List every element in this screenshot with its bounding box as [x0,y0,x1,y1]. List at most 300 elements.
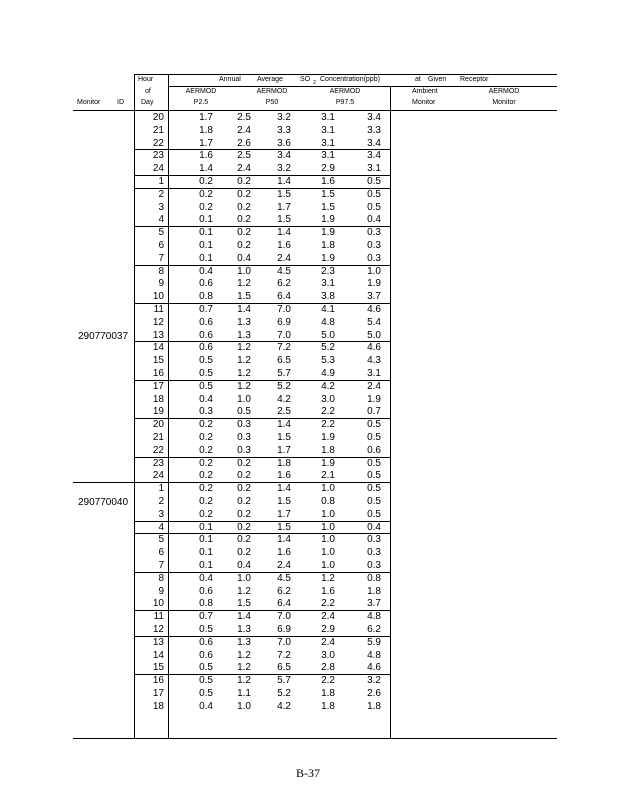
ambient-cell: 3.0 [321,649,335,661]
p975-cell: 1.6 [277,547,291,559]
hour-cell: 24 [152,163,164,175]
table-row [0,175,618,188]
table-row [0,610,618,623]
table-row [0,444,618,457]
header-top-rule [135,74,557,75]
p25-cell: 0.5 [199,380,213,392]
p975-cell: 1.4 [277,419,291,431]
aermod-monitor-cell: 6.2 [367,624,381,635]
p25-cell: 0.2 [199,483,213,495]
concentration-label: Concentration(ppb) [320,76,380,83]
group-rule [135,265,391,266]
aermod-monitor-cell: 0.4 [367,214,381,226]
p25-cell: 0.4 [199,393,213,405]
p25-cell: 0.4 [199,572,213,584]
p50-cell: 1.0 [237,393,251,405]
p25-cell: 0.2 [199,496,213,507]
aermod-monitor-cell: 0.7 [367,406,381,418]
p25-cell: 0.2 [199,457,213,469]
hour-cell: 13 [152,329,164,341]
p25-cell: 0.5 [199,368,213,379]
p50-cell: 0.5 [237,406,251,418]
table-row [0,329,618,342]
p25-cell: 0.6 [199,329,213,341]
ambient-cell: 2.9 [321,624,335,635]
ambient-cell: 2.3 [321,265,335,277]
ambient-cell: 3.1 [321,278,335,290]
p25-cell: 0.6 [199,316,213,328]
aermod-monitor-cell: 0.5 [367,508,381,520]
p50-cell: 0.2 [237,547,251,559]
hour-label: Hour [138,76,154,83]
p25-cell: 0.1 [199,547,213,559]
table-row [0,546,618,559]
p50-cell: 0.2 [237,534,251,546]
hour-cell: 14 [152,342,164,354]
table-row [0,341,618,354]
aermod-monitor-cell: 3.2 [367,675,381,687]
hour-cell: 16 [152,368,164,379]
table-row [0,277,618,290]
p50-cell: 1.0 [237,265,251,277]
table-row [0,124,618,137]
hour-cell: 4 [158,214,164,226]
table-row [0,303,618,316]
hour-cell: 19 [152,406,164,418]
ambient-cell: 1.8 [321,688,335,699]
p25-cell: 0.2 [199,432,213,443]
ambient-cell: 3.1 [321,124,335,136]
hour-cell: 8 [158,572,164,584]
p25-cell: 0.1 [199,214,213,226]
table-row [0,188,618,201]
aermod-monitor-cell: 0.3 [367,547,381,559]
table-row [0,149,618,162]
aermod-monitor-cell: 0.5 [367,419,381,431]
p50-cell: 0.2 [237,240,251,251]
hour-cell: 22 [152,137,164,149]
p25-cell: 0.3 [199,406,213,418]
aermod-monitor-cell: 0.3 [367,240,381,251]
ambient-cell: 1.0 [321,508,335,520]
p975-cell: 3.2 [277,163,291,175]
p50-cell: 0.2 [237,470,251,482]
p975-cell: 1.5 [277,188,291,200]
p50-cell: 0.3 [237,432,251,443]
p25-cell: 0.5 [199,688,213,699]
ambient-cell: 1.0 [321,534,335,546]
ambient-cell: 1.0 [321,547,335,559]
p50-cell: 1.5 [237,291,251,303]
table-row [0,316,618,329]
group-rule [135,226,391,227]
p50-cell: 0.2 [237,227,251,239]
table-row [0,367,618,380]
hour-cell: 14 [152,649,164,661]
group-rule [135,457,391,458]
so-subscript: 2 [313,80,316,86]
ambient-cell: 1.2 [321,572,335,584]
monitor-id: 290770037 [78,331,129,342]
p25-cell: 1.7 [199,137,213,149]
p25-cell: 0.1 [199,560,213,571]
hour-cell: 9 [158,278,164,290]
p975-cell: 6.4 [277,291,291,303]
table-row [0,213,618,226]
p25-cell: 0.2 [199,470,213,482]
p975-cell: 1.7 [277,201,291,213]
p975-cell: 1.8 [277,457,291,469]
table-row [0,239,618,252]
p25-cell: 1.6 [199,150,213,162]
table-row [0,265,618,278]
hour-cell: 16 [152,675,164,687]
p50-cell: 1.5 [237,598,251,610]
hour-cell: 20 [152,112,164,123]
hour-cell: 13 [152,636,164,648]
table-row [0,111,618,124]
aermod-monitor-cell: 0.3 [367,252,381,264]
so-label [300,76,316,84]
aermod-monitor-cell: 0.5 [367,457,381,469]
hour-cell: 17 [152,688,164,699]
p25-cell: 0.2 [199,444,213,456]
hour-cell: 11 [153,304,164,315]
ambient-cell: 1.8 [321,240,335,251]
ambient-cell: 1.0 [321,560,335,571]
table-row [0,418,618,431]
ambient-cell: 2.2 [321,419,335,431]
group-rule [135,572,391,573]
average-label: Average [257,76,283,83]
p50-cell: 0.2 [237,496,251,507]
table-row [0,137,618,150]
hour-cell: 5 [158,227,164,239]
aermod-monitor-cell: 4.8 [367,649,381,661]
hour-cell: 8 [158,265,164,277]
hour-cell: 6 [158,240,164,251]
p25-cell: 0.6 [199,636,213,648]
p975-cell: 3.3 [277,124,291,136]
p975-cell: 6.5 [277,355,291,367]
p975-cell: 6.2 [277,278,291,290]
hour-cell: 20 [152,419,164,431]
p975-cell: 6.5 [277,662,291,674]
group-rule [135,149,391,150]
hour-cell: 24 [152,470,164,482]
given-label: Given [428,76,447,83]
aermod-monitor-cell: 1.9 [367,278,381,290]
p975-cell: 6.9 [277,624,291,635]
p975-cell: 6.2 [277,585,291,597]
ambient-cell: 4.8 [321,316,335,328]
aermod-monitor-cell: 1.8 [367,700,381,712]
ambient-cell: 2.2 [321,675,335,687]
p975-cell: 4.5 [277,572,291,584]
ambient-cell: 3.1 [321,150,335,162]
of-label: of [145,88,151,95]
aermod-monitor-cell: 0.5 [367,496,381,507]
p975-cell: 1.5 [277,496,291,507]
ambient-cell: 2.2 [321,598,335,610]
p25-cell: 0.7 [199,304,213,315]
p25-cell: 0.6 [199,342,213,354]
ambient-cell: 2.4 [321,611,335,623]
group-rule [135,341,391,342]
ambient-cell: 1.8 [321,444,335,456]
aermod-monitor-cell: 3.7 [367,598,381,610]
hour-cell: 4 [158,521,164,533]
p50-cell: 1.0 [237,572,251,584]
table-row [0,252,618,265]
p975-cell: 3.6 [277,137,291,149]
col3-header-line1: AERMOD [329,88,361,95]
p975-cell: 1.4 [277,176,291,187]
p25-cell: 0.4 [199,700,213,712]
aermod-monitor-cell: 3.1 [367,163,381,175]
p975-cell: 2.4 [277,252,291,264]
col4-header-line2: Monitor [412,99,436,106]
aermod-monitor-cell: 5.9 [367,636,381,648]
ambient-cell: 2.4 [321,636,335,648]
group-rule [135,380,391,381]
p25-cell: 0.7 [199,611,213,623]
p50-cell: 0.4 [237,560,251,571]
col1-header-line2: P2.5 [193,99,209,106]
p25-cell: 0.2 [199,188,213,200]
hour-cell: 21 [152,124,164,136]
aermod-monitor-cell: 0.5 [367,483,381,495]
table-row [0,559,618,572]
p50-cell: 2.4 [237,124,251,136]
aermod-monitor-cell: 0.5 [367,201,381,213]
id-label: ID [117,99,124,106]
p975-cell: 6.9 [277,316,291,328]
p50-cell: 1.2 [237,675,251,687]
p975-cell: 4.2 [277,700,291,712]
hour-cell: 21 [152,432,164,443]
hour-cell: 2 [158,496,164,507]
p975-cell: 1.6 [277,470,291,482]
ambient-cell: 3.1 [321,137,335,149]
aermod-monitor-cell: 0.5 [367,470,381,482]
p25-cell: 0.2 [199,176,213,187]
hour-cell: 12 [152,624,164,635]
p25-cell: 0.8 [199,291,213,303]
p50-cell: 2.5 [237,112,251,123]
p25-cell: 0.2 [199,419,213,431]
ambient-cell: 1.0 [321,483,335,495]
hour-cell: 18 [152,700,164,712]
hour-cell: 15 [152,355,164,367]
aermod-monitor-cell: 5.4 [367,316,381,328]
hour-cell: 7 [158,560,164,571]
aermod-monitor-cell: 4.6 [367,342,381,354]
p25-cell: 0.1 [199,534,213,546]
aermod-monitor-cell: 4.6 [367,662,381,674]
aermod-monitor-cell: 3.4 [367,112,381,123]
aermod-monitor-cell: 2.6 [367,688,381,699]
aermod-monitor-cell: 4.3 [367,355,381,367]
p25-cell: 0.5 [199,624,213,635]
aermod-monitor-cell: 3.1 [367,368,381,379]
p50-cell: 2.4 [237,163,251,175]
table-row [0,431,618,444]
p50-cell: 1.3 [237,316,251,328]
p25-cell: 0.1 [199,521,213,533]
group-rule [135,175,391,176]
p25-cell: 1.7 [199,112,213,123]
hour-cell: 18 [152,393,164,405]
hour-cell: 23 [152,150,164,162]
hour-cell: 2 [158,188,164,200]
table-row [0,226,618,239]
p50-cell: 1.3 [237,329,251,341]
monitor-label: Monitor [77,99,101,106]
ambient-cell: 2.9 [321,163,335,175]
p975-cell: 7.2 [277,649,291,661]
p975-cell: 7.0 [277,611,291,623]
p975-cell: 2.5 [277,406,291,418]
p975-cell: 3.2 [277,112,291,123]
p975-cell: 1.4 [277,534,291,546]
ambient-cell: 5.0 [321,329,335,341]
ambient-cell: 0.8 [321,496,335,507]
aermod-monitor-cell: 1.0 [367,265,381,277]
p25-cell: 0.2 [199,201,213,213]
p25-cell: 0.1 [199,227,213,239]
ambient-cell: 3.0 [321,393,335,405]
hour-cell: 11 [153,611,164,623]
table-row [0,354,618,367]
p50-cell: 0.3 [237,419,251,431]
p50-cell: 1.2 [237,278,251,290]
table-row [0,482,618,495]
table-row [0,585,618,598]
p50-cell: 0.2 [237,521,251,533]
ambient-cell: 4.2 [321,380,335,392]
aermod-monitor-cell: 0.8 [367,572,381,584]
hour-cell: 22 [152,444,164,456]
p50-cell: 0.2 [237,201,251,213]
p25-cell: 1.4 [199,163,213,175]
aermod-monitor-cell: 0.3 [367,560,381,571]
table-row [0,469,618,482]
col3-header-line2: P97.5 [335,99,355,106]
p50-cell: 1.2 [237,368,251,379]
table-row [0,572,618,585]
p975-cell: 4.2 [277,393,291,405]
hour-cell: 15 [152,662,164,674]
table-row [0,649,618,662]
col2-header-line2: P50 [265,99,279,106]
ambient-cell: 1.6 [321,585,335,597]
p975-cell: 7.0 [277,304,291,315]
table-row [0,380,618,393]
aermod-monitor-cell: 2.4 [367,380,381,392]
p50-cell: 1.3 [237,636,251,648]
col1-header-line1: AERMOD [185,88,217,95]
p50-cell: 2.6 [237,137,251,149]
ambient-cell: 5.3 [321,355,335,367]
group-rule [135,533,391,534]
header-mid-rule [168,86,557,87]
p50-cell: 0.2 [237,483,251,495]
ambient-cell: 2.8 [321,662,335,674]
aermod-monitor-cell: 3.4 [367,150,381,162]
table-row [0,393,618,406]
aermod-monitor-cell: 1.8 [367,585,381,597]
hour-cell: 3 [158,201,164,213]
p50-cell: 1.1 [237,688,251,699]
day-label: Day [141,99,154,106]
ambient-cell: 3.1 [321,112,335,123]
ambient-cell: 1.5 [321,201,335,213]
ambient-cell: 1.9 [321,457,335,469]
group-rule [135,674,391,675]
hour-cell: 1 [158,176,164,187]
hour-cell: 1 [158,483,164,495]
p50-cell: 0.2 [237,214,251,226]
p50-cell: 1.2 [237,342,251,354]
aermod-monitor-cell: 0.6 [367,444,381,456]
p25-cell: 0.1 [199,240,213,251]
table-row [0,162,618,175]
col2-header-line1: AERMOD [256,88,288,95]
hour-cell: 3 [158,508,164,520]
col5-header-line2: Monitor [492,99,516,106]
p975-cell: 5.7 [277,368,291,379]
p975-cell: 1.5 [277,214,291,226]
p25-cell: 1.8 [199,124,213,136]
p975-cell: 7.0 [277,636,291,648]
p50-cell: 1.2 [237,380,251,392]
group-rule [135,303,391,304]
table-bottom-rule [73,738,557,739]
table-row [0,687,618,700]
aermod-monitor-cell: 4.6 [367,304,381,315]
aermod-monitor-cell: 0.3 [367,227,381,239]
p975-cell: 1.5 [277,521,291,533]
p50-cell: 0.2 [237,508,251,520]
aermod-monitor-cell: 3.3 [367,124,381,136]
table-row [0,495,618,508]
hour-cell: 6 [158,547,164,559]
aermod-monitor-cell: 4.8 [367,611,381,623]
ambient-cell: 2.1 [321,470,335,482]
p50-cell: 1.0 [237,700,251,712]
ambient-cell: 1.9 [321,252,335,264]
table-row [0,457,618,470]
table-row [0,661,618,674]
hour-cell: 9 [158,585,164,597]
p25-cell: 0.4 [199,265,213,277]
hour-cell: 17 [152,380,164,392]
ambient-cell: 3.8 [321,291,335,303]
p50-cell: 0.2 [237,176,251,187]
table-row [0,700,618,713]
monitor-separator-rule [73,482,391,483]
ambient-cell: 1.9 [321,432,335,443]
p975-cell: 1.6 [277,240,291,251]
p50-cell: 1.4 [237,304,251,315]
p975-cell: 1.4 [277,227,291,239]
p975-cell: 5.2 [277,380,291,392]
p975-cell: 5.7 [277,675,291,687]
p975-cell: 2.4 [277,560,291,571]
aermod-monitor-cell: 0.5 [367,432,381,443]
group-rule [135,418,391,419]
